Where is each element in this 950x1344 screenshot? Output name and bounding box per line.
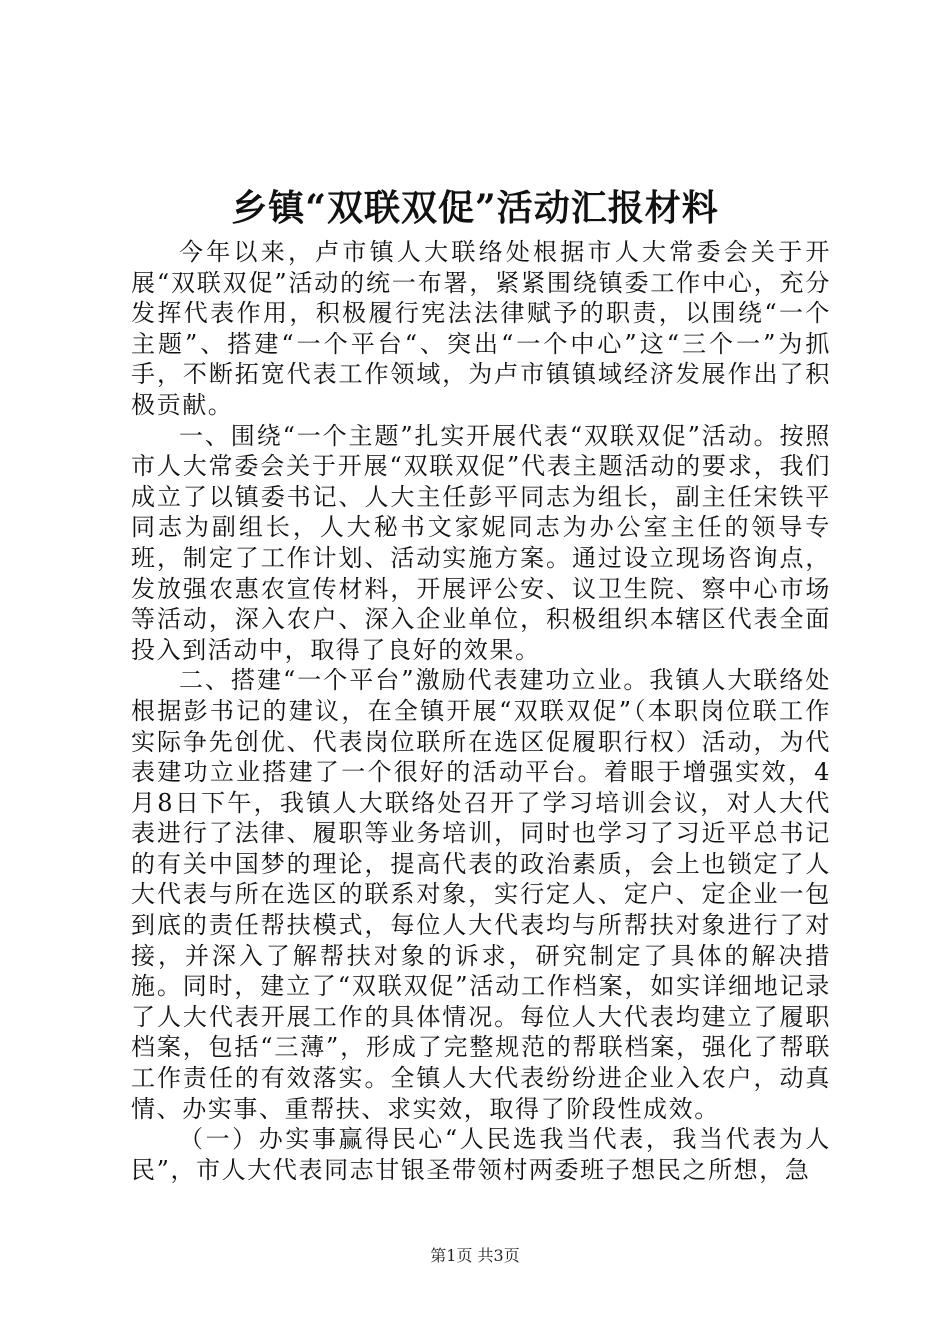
document-body — [131, 237, 831, 1185]
paragraph-section-1: 一、围绕“一个主题”扎实开展代表“双联双促”活动。按照市人大常委会关于开展“双联双促”代表主题活动的要求，我们成立了以镇委书记、人大主任彭平同志为组长，副主任宋铁平同志为副组长，人大秘书文家妮同志为办公室主任的领导专班，制定了工作计划、活动实施方案。通过设立现场咨询点，发放强农惠农宣传材料，开展评公安、议卫生院、察中心市场等活动，深入农户、深入企业单位，积极组织本辖区代表全面投入到活动中，取得了良好的效果。 — [131, 421, 831, 664]
document-title: 乡镇“双联双促”活动汇报材料 — [231, 187, 719, 229]
paragraph-intro: 今年以来，卢市镇人大联络处根据市人大常委会关于开展“双联双促”活动的统一布署，紧紧围绕镇委工作中心，充分发挥代表作用，积极履行宪法法律赋予的职责，以围绕“一个主题”、搭建“一个平台“、突出“一个中心”这“三个一”为抓手，不断拓宽代表工作领域，为卢市镇镇域经济发展作出了积极贡献。 — [131, 238, 831, 419]
paragraph-section-2: 二、搭建“一个平台”激励代表建功立业。我镇人大联络处根据彭书记的建议，在全镇开展“双联双促”（本职岗位联工作实际争先创优、代表岗位联所在选区促履职行权）活动，为代表建功立业搭建了一个很好的活动平台。着眼于增强实效，4月8日下午，我镇人大联络处召开了学习培训会议，对人大代表进行了法律、履职等业务培训，同时也学习了习近平总书记的有关中国梦的理论，提高代表的政治素质，会上也锁定了人大代表与所在选区的联系对象，实行定人、定户、定企业一包到底的责任帮扶模式，每位人大代表均与所帮扶对象进行了对接，并深入了解帮扶对象的诉求，研究制定了具体的解决措施。同时，建立了“双联双促”活动工作档案，如实详细地记录了人大代表开展工作的具体情况。每位人大代表均建立了履职档案，包括“三薄”，形成了完整规范的帮联档案，强化了帮联工作责任的有效落实。全镇人大代表纷纷进企业入农户，动真情、办实事、重帮扶、求实效，取得了阶段性成效。 — [131, 666, 831, 1123]
paragraph-subsection-1: （一）办实事赢得民心“人民选我当代表，我当代表为人民”，市人大代表同志甘银圣带领村两委班子想民之所想，急 — [131, 1125, 831, 1184]
page-footer: 第1页 共3页 — [430, 1246, 520, 1265]
